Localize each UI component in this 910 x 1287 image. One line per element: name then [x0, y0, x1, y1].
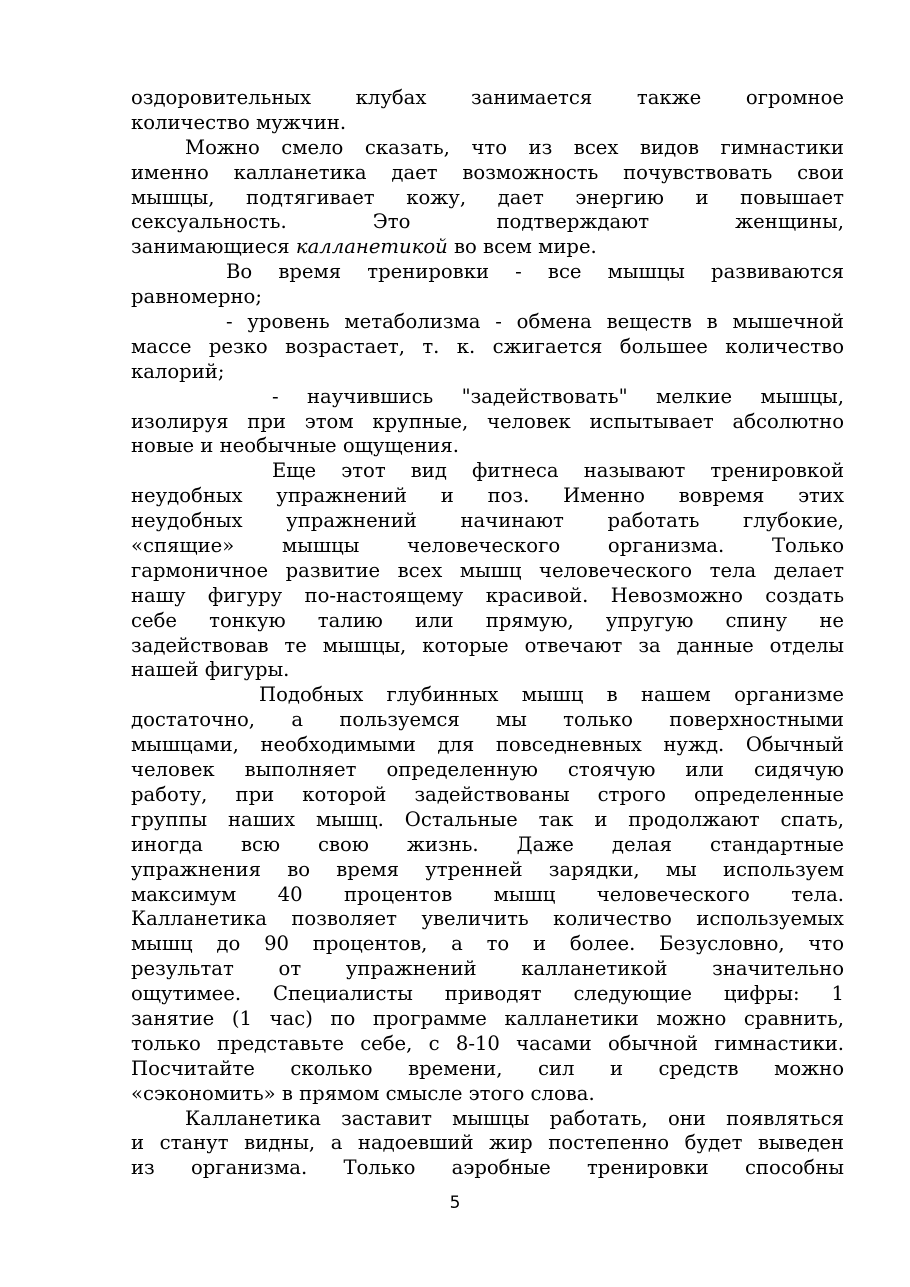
paragraph — [131, 1107, 844, 1182]
paragraph — [131, 385, 844, 460]
text-line: достаточно, а пользуемся мы только поверхностными — [131, 708, 844, 732]
text-line: неудобных упражнений и поз. Именно вовремя этих — [131, 484, 844, 508]
text-line: ощутимее. Специалисты приводят следующие цифры: 1 — [131, 982, 844, 1006]
text-line: человек выполняет определенную стоячую или сидячую — [131, 758, 844, 782]
text-line: нашей фигуры. — [131, 658, 290, 682]
text-run: во всем мире. — [447, 235, 597, 259]
text-line: Во время тренировки - все мышцы развиваются — [226, 260, 844, 284]
page-number: 5 — [449, 1193, 461, 1213]
paragraph — [131, 459, 844, 683]
text-line: Калланетика позволяет увеличить количество используемых — [131, 907, 844, 931]
text-line: задействовав те мышцы, которые отвечают за данные отделы — [131, 633, 844, 657]
text-line: Подобных глубинных мышц в нашем организме — [259, 683, 844, 707]
text-line: именно калланетика дает возможность почувствовать свои — [131, 160, 844, 184]
paragraph — [131, 86, 844, 136]
text-line: «спящие» мышцы человеческого организма. Только — [131, 534, 844, 558]
text-line: гармоничное развитие всех мышц человеческого тела делает — [131, 558, 844, 582]
text-line: изолируя при этом крупные, человек испытывает абсолютно — [131, 409, 844, 433]
text-line: Посчитайте сколько времени, сил и средств можно — [131, 1056, 844, 1080]
text-line: работу, при которой задействованы строго определенные — [131, 782, 844, 806]
text-line: калорий; — [131, 359, 225, 383]
text-line: количество мужчин. — [131, 110, 347, 134]
text-line: Калланетика заставит мышцы работать, они появляться — [185, 1106, 844, 1130]
paragraph — [131, 310, 844, 385]
text-line — [131, 235, 844, 260]
text-line: Еще этот вид фитнеса называют тренировкой — [272, 459, 844, 483]
text-line: и станут видны, а надоевший жир постепенно будет выведен — [131, 1131, 844, 1155]
text-line: результат от упражнений калланетикой значительно — [131, 957, 844, 981]
text-line: - уровень метаболизма - обмена веществ в мышечной — [226, 310, 844, 334]
text-line: равномерно; — [131, 285, 262, 309]
text-run: занимающиеся — [131, 235, 296, 259]
paragraph — [131, 260, 844, 310]
text-line: из организма. Только аэробные тренировки способны — [131, 1156, 844, 1180]
text-line: только представьте себе, с 8-10 часами обычной гимнастики. — [131, 1031, 844, 1055]
text-line: «сэкономить» в прямом смысле этого слова. — [131, 1081, 595, 1105]
text-line: себе тонкую талию или прямую, упругую спину не — [131, 608, 844, 632]
text-line: массе резко возрастает, т. к. сжигается большее количество — [131, 334, 844, 358]
text-line: сексуальность. Это подтверждают женщины, — [131, 210, 844, 234]
text-line: упражнения во время утренней зарядки, мы используем — [131, 857, 844, 881]
text-line: мышц до 90 процентов, а то и более. Безусловно, что — [131, 932, 844, 956]
paragraph — [131, 683, 844, 1106]
text-line: мышцами, необходимыми для повседневных нужд. Обычный — [131, 733, 844, 757]
body-text — [131, 86, 844, 1181]
text-line: максимум 40 процентов мышц человеческого тела. — [131, 882, 844, 906]
text-line: нашу фигуру по-настоящему красивой. Невозможно создать — [131, 583, 844, 607]
paragraph — [131, 136, 844, 260]
text-line: мышцы, подтягивает кожу, дает энергию и повышает — [131, 185, 844, 209]
text-line: иногда всю свою жизнь. Даже делая стандартные — [131, 832, 844, 856]
text-line: - научившись "задействовать" мелкие мышцы, — [272, 384, 844, 408]
text-line: оздоровительных клубах занимается также огромное — [131, 86, 844, 109]
text-line: Можно смело сказать, что из всех видов гимнастики — [185, 135, 844, 159]
text-line: неудобных упражнений начинают работать глубокие, — [131, 509, 844, 533]
text-line: новые и необычные ощущения. — [131, 434, 459, 458]
text-line: занятие (1 час) по программе калланетики можно сравнить, — [131, 1006, 844, 1030]
emphasized-term: калланетикой — [295, 235, 448, 259]
text-line: группы наших мышц. Остальные так и продолжают спать, — [131, 807, 844, 831]
